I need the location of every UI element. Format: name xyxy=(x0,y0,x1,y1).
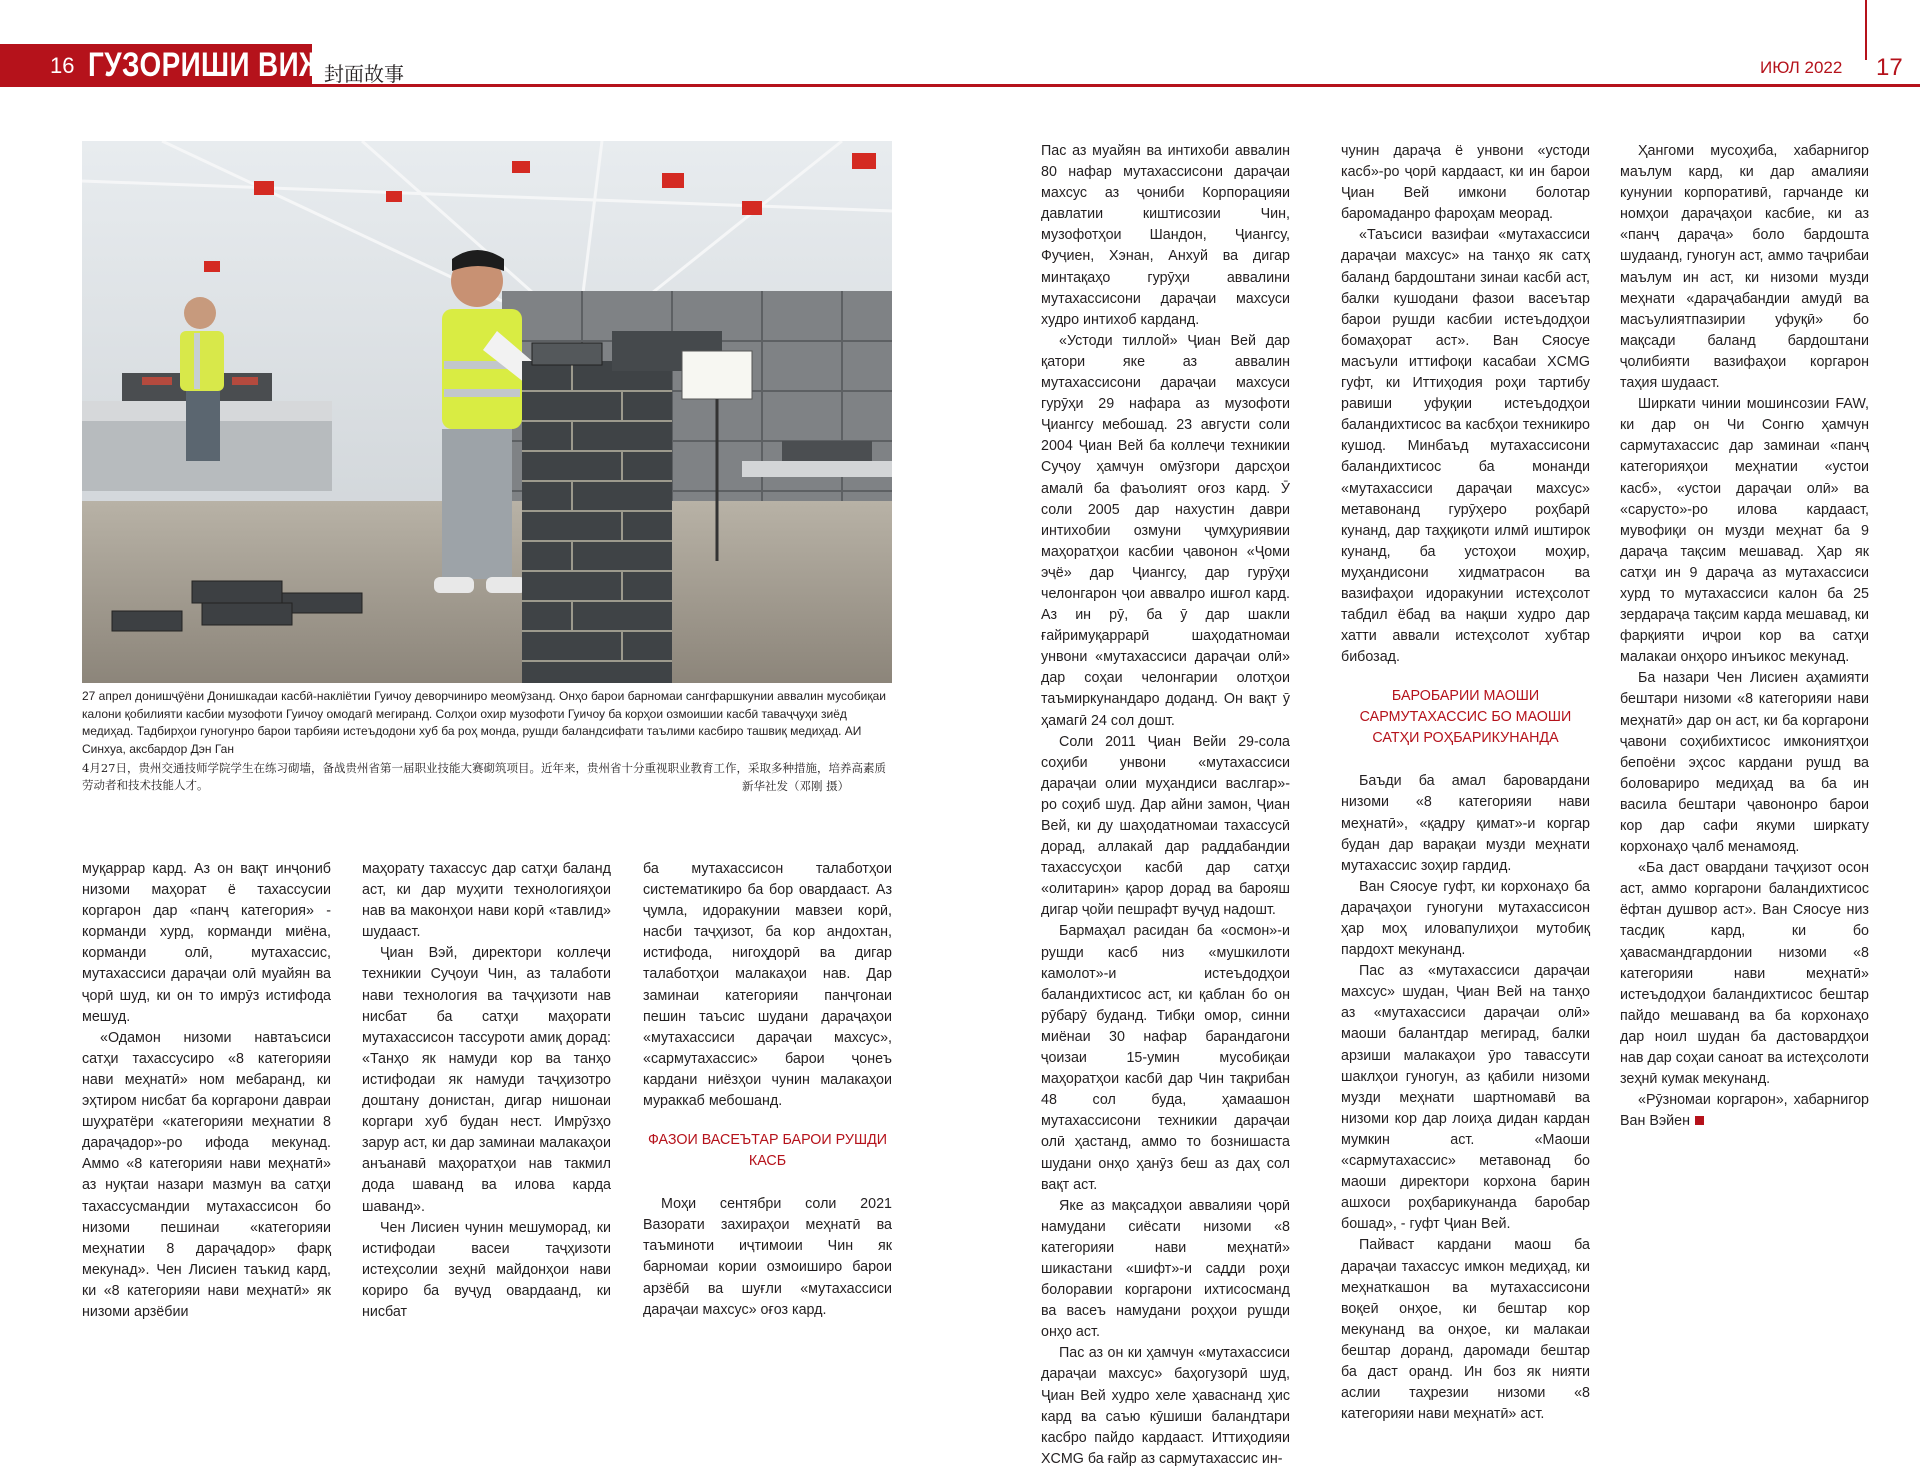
end-mark-icon xyxy=(1695,1116,1704,1125)
photo-caption: 27 апрел донишҷӯёни Донишкадаи касбӣ-накліётии Гуичоу деворчиниро меомӯзанд. Онҳо барои барномаи сангфаршкунии аввалин мусобиқаи калони қобилияти касбии музофоти Гуичоу омодагӣ мегиранд. Солҳои охир музофоти Гуичоу ба корҳои озмоишии касбӣ таваҷҷуҳи зиёд медиҳад. Тадбирҳои гуногунро барои тарбияи истеъдодони хуб ба роҳ монда, рушди баландсифати таълими касбиро ташвиқ медиҳад. АИ Синхуа, аксбардор Дэн Ган xyxy=(82,689,886,756)
paragraph: Яке аз мақсадҳои аввалияи ҷорӣ намудани сиёсати низоми «8 категорияи нави меҳнатӣ» шикастани «шифт»-и садди роҳи болоравии коргарони ихтисосманд ва васеъ намудани роҳҳои рушди онҳо аст. xyxy=(1041,1197,1290,1341)
byline xyxy=(1620,1090,1869,1132)
paragraph: ба мутахассисон талаботҳои систематикиро ба бор овардааст. Аз ҷумла, идоракунии мавзеи корӣ, насби таҷҳизот, ба кор андохтан, истифода, нигоҳдорӣ ва дигар талаботҳои малакаҳои нав. Дар заминаи категорияи панҷгонаи пешин таъсис шудани дараҷаҳои «мутахассиси дараҷаи махсус», «сармутахассис» барои ҷонеъ кардани ниёзҳои чунин малакаҳои мураккаб мебошанд. xyxy=(643,861,892,1110)
paragraph: Ҳангоми мусоҳиба, хабарнигор маълум кард, ки дар амалияи кунунии корпоративӣ, гарчанде ки номҳои дараҷаҳои касбие, ки аз «панҷ дараҷа» боло бардошта шудаанд, гуногун аст, аммо таҷрибаи маълум ин аст, ки низоми музди меҳнати «дараҷабандии амудӣ ва масъулиятпазирии уфуқӣ» бо мақсади баланд бардоштани ҷолибияти вазифаҳои коргарон таҳия шудааст. xyxy=(1620,143,1869,392)
paragraph: Чен Лисиен чунин мешуморад, ки истифодаи васеи таҷҳизоти истеҳсолии зеҳнӣ майдонҳои нави кориро ба вуҷуд овардаанд, ки нисбат xyxy=(362,1219,611,1320)
section-subheading: ФАЗОИ ВАСЕЪТАР БАРОИ РУШДИ КАСБ xyxy=(647,1132,888,1170)
page-edge-rule xyxy=(1865,0,1867,60)
paragraph: Ширкати чинии мошинсозии FAW, ки дар он Чи Сонгю ҳамчун сармутахассис дар заминаи «панҷ категорияҳои меҳнатии «устои касб», «устои дараҷаи олӣ» ва «сарусто»-ро илова кардааст, мувофиқи он музди меҳнат ба 9 дараҷа тақсим мешавад. Ҳар як сатҳи ин 9 дараҷа аз мутахассиси хурд то мутахассиси калон ба 25 зердараҷа тақсим карда мешавад, ки фарқияти иҷрои кор ва сатҳи малакаи онҳоро инъикос мекунад. xyxy=(1620,396,1869,666)
page-number-right: 17 xyxy=(1876,54,1903,81)
issue-date: ИЮЛ 2022 xyxy=(1760,58,1843,77)
paragraph: Ҷиан Вэй, директори коллеҷи техникии Суҷоуи Чин, аз талаботи нави технология ва таҷҳизоти нав нисбат ба сатҳи маҳорати мутахассисон тассурoти амиқ дорад: «Танҳо як намуди кор ва танҳо истифодаи як намуди таҷҳизотро доштану донистан, дигар нишонаи коргари хуб будан нест. Имрӯзҳо зарур аст, ки дар заминаи малакаҳои анъанавӣ маҳоратҳои нав такмил дода шаванд ва илова карда шаванд». xyxy=(362,945,611,1215)
paragraph: Бармаҳал расидан ба «осмон»-и рушди касб низ «мушкилоти камолот»-и истеъдодҳои баландихтисос аст, ки қаблан бо он рӯбарӯ буданд. Тибқи омор, синни миёнаи 30 нафар барандагони ҷоизаи 15-умин мусобиқаи маҳоратҳои касбӣ дар Чин тақрибан 48 сол буда, ҳамаашон мутахассисони техникии дараҷаи олӣ ҳастанд, аммо то бознишаста шудани онҳо ҳанӯз беш аз даҳ сол вақт аст. xyxy=(1041,923,1290,1193)
text-column-2 xyxy=(362,859,611,1323)
paragraph: Баъди ба амал баровардани низоми «8 категорияи нави меҳнатӣ», «қадру қимат»-и коргар будан дар варақаи музди меҳнати мутахассис зоҳир гардид. xyxy=(1341,773,1590,874)
photo-bricklaying-students xyxy=(82,141,892,683)
byline-text: «Рӯзномаи коргарон», хабарнигор Ван Вэйен xyxy=(1620,1092,1869,1130)
section-title: ГУЗОРИШИ ВИЖА xyxy=(88,46,346,84)
paragraph: муқаррар кард. Аз он вақт инҷониб низоми маҳорат ё тахассусии коргарон дар «панҷ категория» - корманди хурд, корманди миёна, корманди олӣ, мутахассис, мутахассиси дараҷаи олӣ муайян ва ҷорӣ шуд, ки он то имрӯз истифода мешуд. xyxy=(82,861,331,1025)
page-number-left: 16 xyxy=(50,53,75,78)
paragraph: «Ба даст овардани таҷҳизот осон аст, аммо коргарони баландихтисос ёфтан душвор аст». Ван Сяосуе низ тасдиқ кард, ки бо ҳавасмандгардонии низоми «8 категорияи нави меҳнатӣ» истеъдодҳои баландихтисос бештар пайдо мешаванд ва ба корхонаҳо дар ноил шудан ба дастовардҳои нав дар соҳаи саноат ва истеҳсолоти зеҳнӣ кумак мекунанд. xyxy=(1620,860,1869,1088)
paragraph: Ба назари Чен Лисиен аҳамияти бештари низоми «8 категорияи нави меҳнатӣ» дар он аст, ки ба коргарони ҷавони соҳибихтисос имкониятҳои бепоёни эҳсос кардани рушд ва боловариро медиҳад ва ба ин васила бештари ҷавононро барои кор дар сафи якуми ширкату корхонаҳо ҷалб менамояд. xyxy=(1620,670,1869,856)
paragraph: «Устоди тиллой» Ҷиан Вей дар қатори яке аз аввалин мутахассисони дараҷаи махсуси гурӯҳи 29 нафара аз музофоти Ҷиангсу мебошад. 23 августи соли 2004 Ҷиан Вей ба коллеҷи техникии Суҷоу ҳамчун омӯзгори дарсҳои амалӣ ба фаъолият оғоз кард. Ӯ соли 2005 дар нахустин даври интихобии озмуни ҷумҳуриявии маҳоратҳои касбии ҷавонон «Ҷоми эҷё» дар Ҷиангсу, дар гурӯҳи челонгарон ҷои аввалро ишғол кард. Аз ин рӯ, ба ӯ дар шакли ғайримуқаррарӣ шаҳодатномаи унвони «мутахассиси дараҷаи олӣ» дар соҳаи челонгарии олотҳои таъмиркунандаро доданд. Он вақт ӯ ҳамагӣ 24 сол дошт. xyxy=(1041,332,1290,729)
photo-caption-cn: 4月27日，贵州交通技师学院学生在练习砌墙，备战贵州省第一届职业技能大赛砌筑项目。近年来，贵州省十分重视职业教育工作，采取多种措施，培养高素质劳动者和技术技能人才。 xyxy=(82,761,886,792)
section-title-cn: 封面故事 xyxy=(324,62,404,86)
paragraph: «Одамон низоми навтаъсиси сатҳи тахассусиро «8 категорияи нави меҳнатӣ» ном мебаранд, ки эҳтиром нисбат ба коргарони даврaи шуҳратёри «категорияи меҳнатии 8 дараҷадор»-ро ифода мекунад. Аммо «8 категорияи нави меҳнатӣ» аз нуқтаи назари мазмун ва сатҳи тахассусмандии мутахассисон бо низоми пешинаи «категорияи меҳнатии 8 дараҷадор» фарқ мекунад». Чен Лисиен таъкид кард, ки «8 категорияи нави меҳнатӣ» як низоми арзёбии xyxy=(82,1029,331,1320)
paragraph: Пас аз муайян ва интихоби аввалин 80 нафар мутахассисони дараҷаи махсус аз ҷониби Корпорацияи давлатии киштисозии Чин, музофотҳои Шандон, Ҷиангсу, Фуҷиен, Хэнан, Анхуй ва дигар минтақаҳо гурӯҳи аввалини мутахассисони дараҷаи махсуси худро интихоб карданд. xyxy=(1041,143,1290,328)
paragraph: Пас аз «мутахассиси дараҷаи махсус» шудан, Ҷиан Вей на танҳо аз «мутахассиси дараҷаи олӣ» маоши балантдар мегирад, балки арзиши малакаҳои ӯро тавассути шаклҳои гуногун, аз қабили низоми музди меҳнати шартномавӣ ва низоми кор дар лоиҳа дидан кардан мумкин аст. «Маоши «сармутахассис» метавонад бо маоши директори корхона барин ашхоси роҳбарикунанда баробар бошад», - гуфт Ҷиан Вей. xyxy=(1341,963,1590,1233)
paragraph: Ван Сяосуе гуфт, ки корхонаҳо ба дараҷаҳои гуногуни мутахассисон ҳар моҳ иловапулиҳои мутобиқ пардохт мекунанд. xyxy=(1341,878,1590,959)
paragraph: Пас аз он ки ҳамчун «мутахассиси дараҷаи махсус» баҳогузорӣ шуд, Ҷиан Вей худро хеле ҳаваснанд ҳис кард ва саъю кӯшиши баландтари касбро пайдо кардааст. Иттиҳодияи XCMG ба ғайр аз сармутахассис ин- xyxy=(1041,1345,1290,1467)
paragraph: Моҳи сентябри соли 2021 Вазорати захираҳои меҳнатӣ ва таъминоти иҷтимоии Чин як барномаи кории озмоиширо барои арзёбӣ ва шуғли «мутахассиси дараҷаи махсус» оғоз кард. xyxy=(643,1196,892,1318)
paragraph: Пайваст кардани маош ба дараҷаи тахассус имкон медиҳад, ки меҳнаткашон ва мутахассисони воқеӣ онҳое, ки бештар кор мекунанд ва онҳое, ки малакаи бештар доранд, даромади бештар ба даст оранд. Ин боз як нияти аслии таҳрезии низоми «8 категорияи нави меҳнатӣ» аст. xyxy=(1341,1237,1590,1423)
text-column-6 xyxy=(1620,141,1869,1132)
text-column-5 xyxy=(1341,141,1590,1425)
section-subheading: БАРОБАРИИ МАОШИ САРМУТАХАССИС БО МАОШИ САТҲИ РОҲБАРИКУНАНДА xyxy=(1359,688,1572,747)
text-column-3 xyxy=(643,859,892,1321)
paragraph: маҳорату тахассус дар сатҳи баланд аст, ки дар муҳити технологияҳои нав ва маконҳои нави корӣ «тавлид» шудааст. xyxy=(362,861,611,941)
paragraph: Соли 2011 Ҷиан Вейи 29-сола соҳиби унвони «мутахассиси дараҷаи олии муҳандиси васлгар»-ро соҳиб шуд. Дар айни замон, Ҷиан Вей, ки ду шаҳодатномаи тахассусӣ дорад, аллакай дар раддабандии тахассусҳои касбӣ дар сатҳи «олитарин» қарор дорад ва барояш дигар ҷойи пешрафт вуҷуд надошт. xyxy=(1041,733,1290,919)
paragraph: чунин дараҷа ё унвони «устоди касб»-ро ҷорӣ кардааст, ки ин барои Ҷиан Вей имкони болотар баромаданро фароҳам меорад. xyxy=(1341,143,1590,223)
photo-credit-cn: 新华社发（邓刚 摄） xyxy=(742,779,850,793)
paragraph: «Таъсиси вазифаи «мутахассиси дараҷаи махсус» на танҳо як сатҳ баланд бардоштани зинаи касбӣ аст, балки кушодани фазои васеътар барои рушди касбии истеъдодҳои бомаҳорат аст». Ван Сяосуе масъули иттифоқи касабаи XCMG гуфт, ки Иттиҳодия роҳи тартибу равиши уфуқии истеъдодҳои баландихтисос ва касбҳои техникиро кушод. Минбаъд мутахассисони баландихтисос ба монанди «мутахассиси дараҷаи махсус» метавонанд гурӯҳеро роҳбарӣ кунанд, дар таҳқиқоти илмӣ иштирок кунанд, ба устоҳои моҳир, муҳандисони хидматрасон ва вазифаҳои идоракунии истеҳсолот табдил ёбад ва нақши худро дар хатти аввали истеҳсолот хубтар бибозад. xyxy=(1341,227,1590,666)
text-column-4 xyxy=(1041,141,1290,1470)
text-column-1 xyxy=(82,859,331,1323)
